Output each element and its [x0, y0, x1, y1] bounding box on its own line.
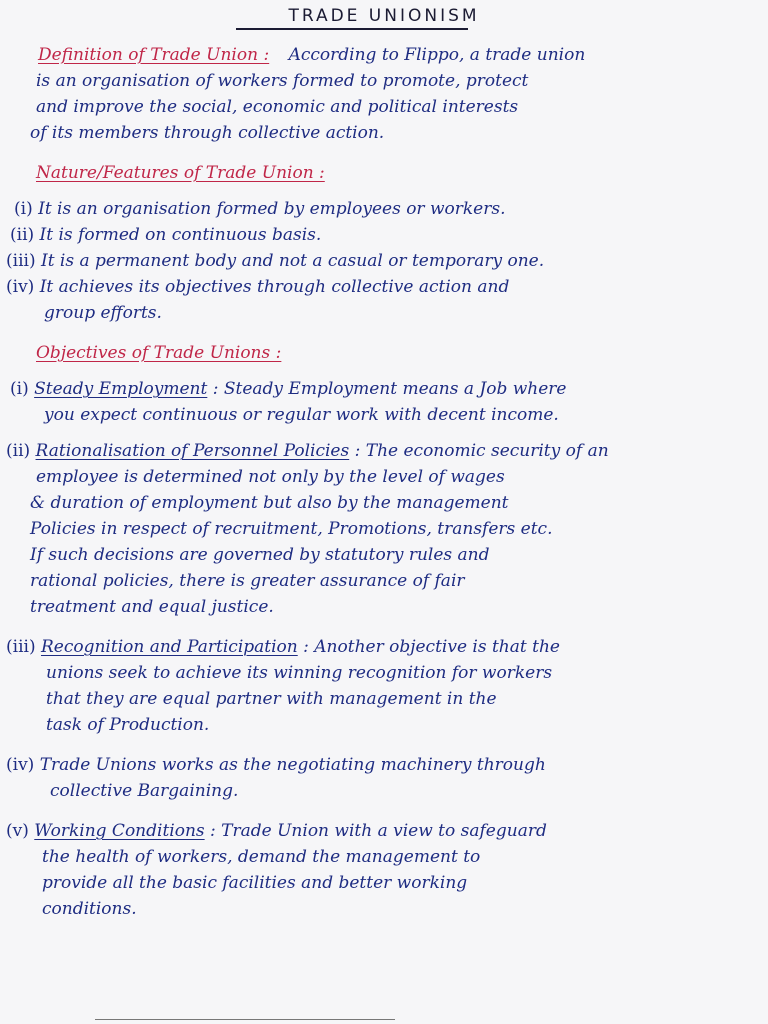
item-marker: (ii) — [6, 441, 31, 461]
objective-item — [6, 754, 546, 776]
objective-item — [6, 636, 560, 658]
definition-text-line: and improve the social, economic and political interests — [36, 97, 519, 117]
objective-item — [6, 440, 609, 462]
objective-text-line: conditions. — [42, 899, 137, 919]
objective-text-line: the health of workers, demand the management to — [42, 847, 481, 867]
objective-title: Working Conditions — [34, 821, 205, 841]
nature-item — [6, 276, 509, 298]
item-marker: (i) — [14, 199, 33, 219]
objective-text: : Trade Union with a view to safeguard — [210, 821, 547, 841]
objective-text-line: rational policies, there is greater assurance of fair — [30, 571, 465, 591]
objective-text-line: treatment and equal justice. — [30, 597, 274, 617]
objective-text-line: collective Bargaining. — [50, 781, 239, 801]
objective-text: : Steady Employment means a Job where — [212, 379, 567, 399]
item-marker: (i) — [10, 379, 29, 399]
objective-text: : The economic security of an — [354, 441, 609, 461]
definition-text-line: According to Flippo, a trade union — [288, 45, 586, 65]
objective-text-line: If such decisions are governed by statutory rules and — [30, 545, 490, 565]
objective-text-line: task of Production. — [46, 715, 210, 735]
nature-item — [10, 224, 321, 246]
item-text: It is an organisation formed by employees or workers. — [38, 199, 506, 219]
objective-item — [10, 378, 567, 400]
item-text: It achieves its objectives through collective action and — [39, 277, 510, 297]
page-bottom-line — [95, 1019, 395, 1020]
objective-title: Rationalisation of Personnel Policies — [35, 441, 350, 461]
objective-text-line: & duration of employment but also by the management — [30, 493, 509, 513]
item-marker: (iv) — [6, 755, 35, 775]
nature-heading: Nature/Features of Trade Union : — [36, 163, 325, 183]
objective-text-line: Policies in respect of recruitment, Promotions, transfers etc. — [30, 519, 553, 539]
definition-heading: Definition of Trade Union : — [38, 45, 270, 65]
definition-text-line: of its members through collective action. — [30, 123, 385, 143]
nature-item — [14, 198, 506, 220]
objective-text-line: employee is determined not only by the level of wages — [36, 467, 505, 487]
objective-text-line: provide all the basic facilities and better working — [42, 873, 468, 893]
item-marker: (iii) — [6, 637, 36, 657]
page-title: TRADE UNIONISM — [288, 6, 480, 26]
objective-text-line: you expect continuous or regular work with decent income. — [44, 405, 559, 425]
item-marker: (v) — [6, 821, 29, 841]
objective-text-line: unions seek to achieve its winning recognition for workers — [46, 663, 553, 683]
item-marker: (ii) — [10, 225, 35, 245]
title-underline — [236, 28, 468, 30]
objectives-heading: Objectives of Trade Unions : — [36, 343, 282, 363]
item-text: It is formed on continuous basis. — [39, 225, 322, 245]
item-marker: (iii) — [6, 251, 36, 271]
objective-title: Steady Employment — [34, 379, 208, 399]
definition-first-line — [38, 44, 585, 66]
objective-item — [6, 820, 547, 842]
objective-text: : Another objective is that the — [303, 637, 560, 657]
nature-item — [6, 250, 544, 272]
item-text: It is a permanent body and not a casual or temporary one. — [40, 251, 545, 271]
objective-text-line: that they are equal partner with management in the — [46, 689, 497, 709]
objective-text: Trade Unions works as the negotiating machinery through — [39, 755, 546, 775]
nature-item-continuation: group efforts. — [44, 303, 162, 323]
definition-text-line: is an organisation of workers formed to promote, protect — [36, 71, 529, 91]
objective-title: Recognition and Participation — [40, 637, 298, 657]
item-marker: (iv) — [6, 277, 35, 297]
